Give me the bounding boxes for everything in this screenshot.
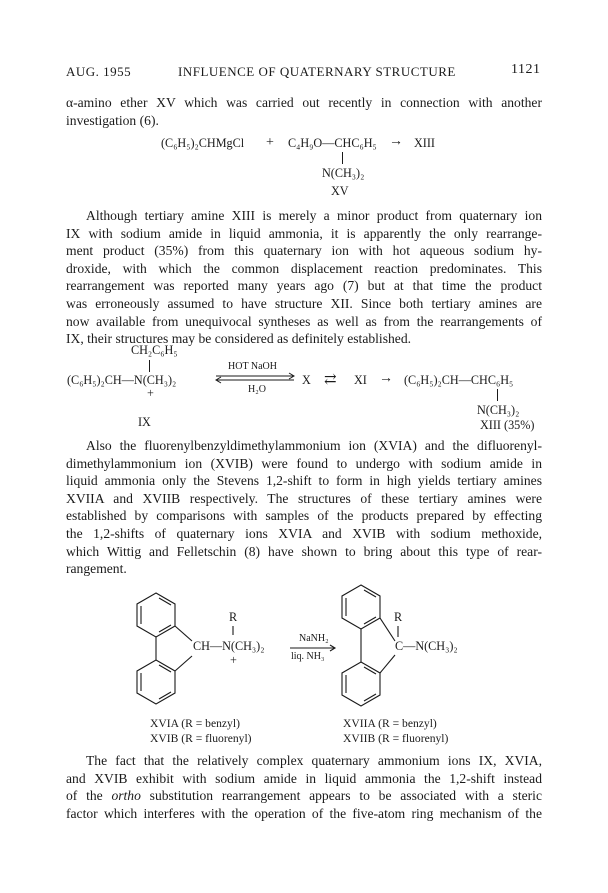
- text-line: investigation (6).: [66, 112, 159, 128]
- text-line: liquid ammonia only the Stevens 1,2-shift to form in high yields tertiary amines: [66, 473, 542, 489]
- eq1-reagent: (C₆H₅)₂CHMgCl: [161, 136, 245, 150]
- text-line: IX with sodium amide in liquid ammonia, it is apparently the only rearrange-: [66, 225, 542, 241]
- text-line: and XVIB exhibit with sodium amide in liquid ammonia the 1,2-shift instead: [66, 770, 542, 786]
- caption-left-b: XVIB (R = fluorenyl): [150, 732, 252, 745]
- eq2-product: (C₆H₅)₂CH—CHC₆H₅: [404, 373, 514, 387]
- text-line: established by comparisons with samples of the products prepared by effecting: [66, 508, 542, 524]
- eq2-x: X: [302, 373, 311, 387]
- page-number: 1121: [511, 62, 541, 77]
- text-line: was erroneously assumed to have structure XII. Since both tertiary amines are: [66, 295, 542, 311]
- text-line: rangement.: [66, 561, 127, 577]
- text-line: the 1,2-shifts of quaternary ions XVIA and XVIB with sodium methoxide,: [66, 525, 542, 541]
- paragraph-4: [66, 752, 542, 822]
- text-line: rearrangement was reported many years ago (7) but at that time the product: [66, 278, 542, 294]
- eq1-label: XV: [331, 184, 349, 198]
- eq2-xi: XI: [354, 373, 367, 387]
- caption-left-a: XVIA (R = benzyl): [150, 717, 240, 730]
- eq2-condition-bottom: H₂O: [248, 384, 266, 395]
- eq1-plus: +: [266, 135, 274, 150]
- eq1-substituent: N(CH₃)₂: [322, 166, 365, 180]
- eq2-label-left: IX: [138, 415, 151, 429]
- text-line: XVIIA and XVIIB respectively. The structures of these tertiary amines were: [66, 490, 542, 506]
- eq2-equilibrium: ⇄: [324, 372, 337, 388]
- caption-right-b: XVIIB (R = fluorenyl): [343, 732, 449, 745]
- right-group: C—N(CH₃)₂: [395, 639, 458, 653]
- header-title: INFLUENCE OF QUATERNARY STRUCTURE: [178, 64, 456, 79]
- scheme-condition-top: NaNH₂: [299, 633, 329, 644]
- eq2-label-right: XIII (35%): [480, 418, 535, 432]
- text-line: now available from unequivocal syntheses as well as from the rearrangements of: [66, 313, 542, 329]
- text-line: The fact that the relatively complex quaternary ammonium ions IX, XVIA,: [86, 753, 542, 768]
- left-charge: +: [230, 653, 237, 667]
- eq2-charge: +: [147, 386, 154, 400]
- eq2-arrow: →: [379, 371, 393, 386]
- text-line: which Wittig and Felletschin (8) have shown to bring about this type of rear-: [66, 543, 542, 559]
- header-date: AUG. 1955: [66, 64, 132, 79]
- left-group: CH—N(CH₃)₂: [193, 639, 265, 653]
- text-segment: substitution rearrangement appears to be associated with a steric: [140, 788, 542, 804]
- eq1-product: XIII: [414, 136, 435, 150]
- left-r: R: [229, 610, 238, 624]
- text-line: dimethylammonium ion (XVIB) were found to undergo with sodium amide in: [66, 455, 542, 471]
- scheme-condition-bottom: liq. NH₃: [291, 651, 325, 662]
- text-line: α-amino ether XV which was carried out recently in connection with another: [66, 95, 542, 110]
- text-line: Although tertiary amine XIII is merely a minor product from quaternary ion: [86, 208, 542, 223]
- text-line: factor which interferes with the operation of the five-atom ring mechanism of the: [66, 805, 542, 821]
- text-line: Also the fluorenylbenzyldimethylammonium ion (XVIA) and the difluorenyl-: [86, 438, 542, 453]
- caption-right-a: XVIIA (R = benzyl): [343, 717, 437, 730]
- emphasis-ortho: ortho: [111, 788, 141, 804]
- text-segment: of the: [66, 788, 112, 804]
- right-r: R: [394, 610, 403, 624]
- text-line: ment product (35%) from this quaternary ion with hot aqueous sodium hy-: [66, 243, 542, 259]
- eq1-ether: C₄H₉O—CHC₆H₅: [288, 136, 377, 150]
- text-line: IX, their structures may be considered as definitely established.: [66, 331, 412, 347]
- eq2-benzyl: CH₂C₆H₅: [131, 343, 178, 357]
- eq2-substituent: N(CH₃)₂: [477, 403, 520, 417]
- text-line: droxide, with which the common displacement reaction predominates. This: [66, 260, 542, 276]
- eq1-arrow: →: [389, 134, 403, 149]
- eq2-condition-top: HOT NaOH: [228, 361, 277, 372]
- text-line: [66, 787, 542, 805]
- eq2-reactant: (C₆H₅)₂CH—N(CH₃)₂: [67, 373, 177, 387]
